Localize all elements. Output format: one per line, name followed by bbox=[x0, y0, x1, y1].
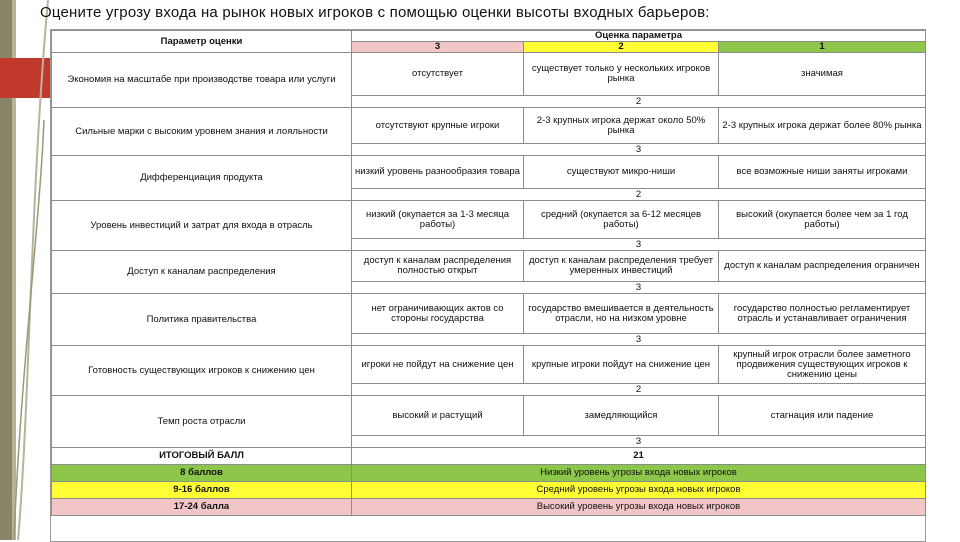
param-name: Политика правительства bbox=[52, 294, 352, 346]
option-cell: отсутствует bbox=[352, 53, 524, 96]
row-score: 3 bbox=[352, 334, 926, 346]
total-value: 21 bbox=[352, 448, 926, 465]
evaluation-header: Оценка параметра bbox=[352, 31, 926, 42]
band-range: 9-16 баллов bbox=[52, 482, 352, 499]
option-cell: высокий и растущий bbox=[352, 396, 524, 436]
row-score: 3 bbox=[352, 144, 926, 156]
row-score: 2 bbox=[352, 189, 926, 201]
option-cell: государство полностью регламентирует отрасль и устанавливает ограничения bbox=[719, 294, 926, 334]
option-cell: значимая bbox=[719, 53, 926, 96]
row-score: 2 bbox=[352, 384, 926, 396]
header-row-top bbox=[52, 31, 926, 42]
total-label: ИТОГОВЫЙ БАЛЛ bbox=[52, 448, 352, 465]
param-name: Темп роста отрасли bbox=[52, 396, 352, 448]
option-cell: существуют микро-ниши bbox=[524, 156, 719, 189]
option-cell: доступ к каналам распределения требует умеренных инвестиций bbox=[524, 251, 719, 282]
param-name: Готовность существующих игроков к снижению цен bbox=[52, 346, 352, 396]
table-row bbox=[52, 396, 926, 436]
evaluation-sheet bbox=[50, 29, 926, 542]
band-row-low bbox=[52, 465, 926, 482]
score-header-1: 1 bbox=[719, 42, 926, 53]
table-row bbox=[52, 346, 926, 384]
param-name: Сильные марки с высоким уровнем знания и лояльности bbox=[52, 108, 352, 156]
option-cell: игроки не пойдут на снижение цен bbox=[352, 346, 524, 384]
band-text: Средний уровень угрозы входа новых игроков bbox=[352, 482, 926, 499]
row-score: 2 bbox=[352, 96, 926, 108]
row-score: 3 bbox=[352, 239, 926, 251]
option-cell: доступ к каналам распределения полностью открыт bbox=[352, 251, 524, 282]
band-row-high bbox=[52, 499, 926, 516]
param-header: Параметр оценки bbox=[52, 31, 352, 53]
table-row bbox=[52, 108, 926, 144]
score-header-3: 3 bbox=[352, 42, 524, 53]
band-range: 17-24 балла bbox=[52, 499, 352, 516]
slide-title: Оцените угрозу входа на рынок новых игроков с помощью оценки высоты входных барьеров: bbox=[40, 4, 710, 21]
option-cell: все возможные ниши заняты игроками bbox=[719, 156, 926, 189]
option-cell: низкий уровень разнообразия товара bbox=[352, 156, 524, 189]
option-cell: замедляющийся bbox=[524, 396, 719, 436]
band-text: Низкий уровень угрозы входа новых игроков bbox=[352, 465, 926, 482]
table-row bbox=[52, 294, 926, 334]
option-cell: крупный игрок отрасли более заметного продвижения существующих игроков к снижению цены bbox=[719, 346, 926, 384]
option-cell: 2-3 крупных игрока держат более 80% рынка bbox=[719, 108, 926, 144]
param-name: Дифференциация продукта bbox=[52, 156, 352, 201]
table-row bbox=[52, 251, 926, 282]
option-cell: нет ограничивающих актов со стороны государства bbox=[352, 294, 524, 334]
table-row bbox=[52, 53, 926, 96]
table-row bbox=[52, 156, 926, 189]
option-cell: средний (окупается за 6-12 месяцев работы) bbox=[524, 201, 719, 239]
band-row-medium bbox=[52, 482, 926, 499]
score-header-2: 2 bbox=[524, 42, 719, 53]
option-cell: высокий (окупается более чем за 1 год работы) bbox=[719, 201, 926, 239]
param-name: Уровень инвестиций и затрат для входа в отрасль bbox=[52, 201, 352, 251]
option-cell: стагнация или падение bbox=[719, 396, 926, 436]
option-cell: государство вмешивается в деятельность отрасли, но на низком уровне bbox=[524, 294, 719, 334]
option-cell: доступ к каналам распределения ограничен bbox=[719, 251, 926, 282]
param-name: Экономия на масштабе при производстве товара или услуги bbox=[52, 53, 352, 108]
option-cell: крупные игроки пойдут на снижение цен bbox=[524, 346, 719, 384]
param-name: Доступ к каналам распределения bbox=[52, 251, 352, 294]
option-cell: существует только у нескольких игроков рынка bbox=[524, 53, 719, 96]
option-cell: отсутствуют крупные игроки bbox=[352, 108, 524, 144]
row-score: 3 bbox=[352, 282, 926, 294]
evaluation-table bbox=[51, 30, 926, 516]
option-cell: 2-3 крупных игрока держат около 50% рынка bbox=[524, 108, 719, 144]
table-row bbox=[52, 201, 926, 239]
band-range: 8 баллов bbox=[52, 465, 352, 482]
total-row bbox=[52, 448, 926, 465]
row-score: 3 bbox=[352, 436, 926, 448]
band-text: Высокий уровень угрозы входа новых игроков bbox=[352, 499, 926, 516]
option-cell: низкий (окупается за 1-3 месяца работы) bbox=[352, 201, 524, 239]
